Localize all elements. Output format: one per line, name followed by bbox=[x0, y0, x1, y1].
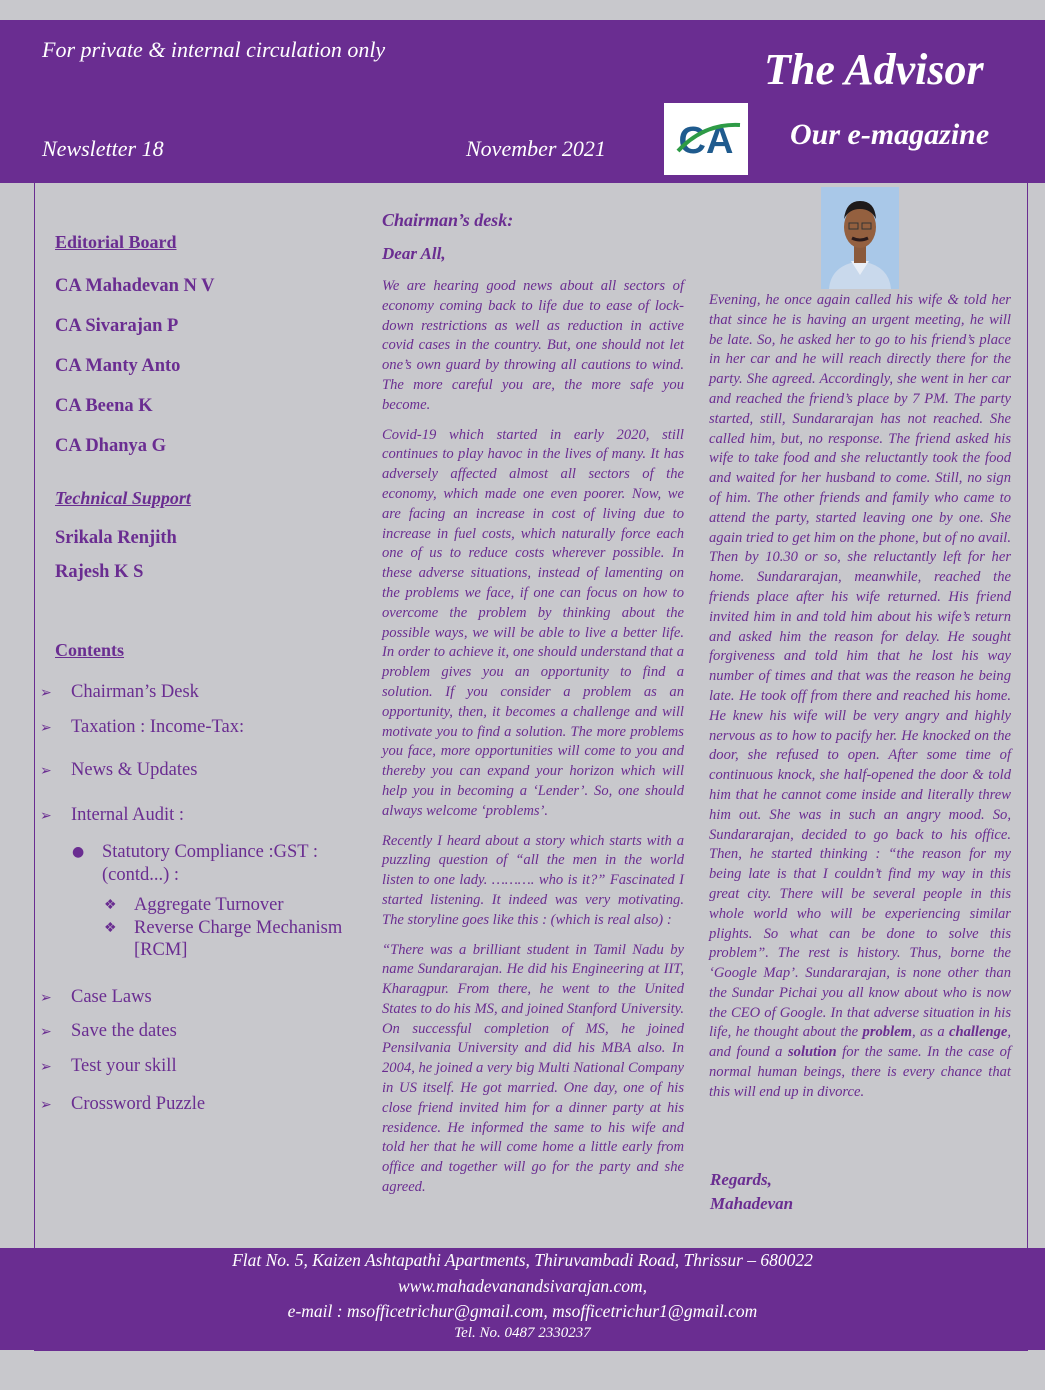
ca-logo bbox=[664, 103, 748, 175]
arrow-bullet-icon: ➢ bbox=[40, 1024, 52, 1040]
contents-heading: Contents bbox=[55, 640, 125, 660]
technical-member: Rajesh K S bbox=[55, 562, 144, 582]
article-paragraph-continued bbox=[709, 291, 1011, 1103]
toc-item-taxation[interactable]: Taxation : Income-Tax: bbox=[71, 717, 245, 737]
article-paragraph: We are hearing good news about all sectors of economy coming back to life due to ease of lock-down restrictions as well as reduction in active covid cases in the country. But, one should not let one’s own guard by throwing all cautions to wind. The more careful you are, the more safe you become. bbox=[382, 278, 684, 413]
footer-banner bbox=[0, 1248, 1045, 1350]
toc-item-rcm[interactable]: Reverse Charge Mechanism bbox=[134, 918, 343, 938]
magazine-title: The Advisor bbox=[764, 45, 984, 94]
arrow-bullet-icon: ➢ bbox=[40, 720, 52, 736]
technical-member: Srikala Renjith bbox=[55, 528, 177, 548]
article-continued-text: Evening, he once again called his wife & told her that since he is having an urgent meeting, he will be late. So, he asked her to go to his friend’s place in her car and he will reach directly there for the party. She agreed. Accordingly, she went in her car and reached the friend’s place by 7 PM. The party started, still, Sundararajan has not reached. She called him, but, no response. The friend asked his wife to take food and she reluctantly took the food and waited for her husband to come. Still, no sign of him. The other friends and family who came to attend the party, started leaving one by one. She again tried to get him on the phone, but of no avail. Then by 10.30 or so, she reluctantly left for her home. Sundararajan, meanwhile, reached the friends place after his wife returned. His friend invited him in and told him about his wife’s return and asked him the reason for delay. He sought forgiveness and told him that he lost his way number of times and that was the reason he being late. He took off from there and reached his home. He knew his wife will be very angry and highly nervous as to how to pacify her. He knocked on the door, she refused to open. After some time of continuous knock, she half-opened the door & told him that he cannot come inside and literally threw him out. She was in such an angry mood. So, Sundararajan, decided to go back to his office. Then, he started thinking : “the reason for my being late is that I couldn’t find my way in this great city. There will be several people in this whole world who will be experiencing similar plights. So what can be done to solve this problem”. The rest is history. Thus, borne the ‘Google Map’. Sundararajan, is none other than the Sundar Pichai you all know about who is now the CEO of Google. In that adverse situation in his life, he thought about the bbox=[709, 292, 1011, 1041]
chairman-photo bbox=[821, 187, 899, 289]
editorial-member: CA Mahadevan N V bbox=[55, 276, 215, 296]
logo-text: CA bbox=[678, 120, 734, 162]
greeting: Dear All, bbox=[382, 244, 446, 263]
article-column-1 bbox=[382, 277, 684, 1208]
emphasis-challenge: challenge bbox=[948, 1024, 1008, 1041]
arrow-bullet-icon: ➢ bbox=[40, 763, 52, 779]
text-fragment: , as a bbox=[911, 1024, 945, 1041]
text-fragment: , and found a bbox=[709, 1024, 1012, 1061]
article-paragraph: Covid-19 which started in early 2020, still continues to play havoc in the lives of many. It has adversely affected almost all sectors of the economy, which made one even poorer. Now, we are facing an increase in cost of living due to increase in fuel costs, which naturally force each one of us to reduce costs wherever possible. In these adverse situations, instead of lamenting on the problems we face, if one can focus on how to overcome the problem by thinking about the possible ways, we will be able to live a better life. In order to achieve it, one should understand that a problem gives you an opportunity to find a solution. If you consider a problem as an opportunity, then, it becomes a challenge and will motivate you to find a solution. The more problems you face, more opportunities will come to you and thereby you can expand your horizon which will help you in becoming a ‘Lender’. So, one should always welcome ‘problems’. bbox=[382, 426, 684, 819]
editorial-member: CA Manty Anto bbox=[55, 356, 181, 376]
editorial-board-heading: Editorial Board bbox=[55, 232, 177, 252]
arrow-bullet-icon: ➢ bbox=[40, 1097, 52, 1113]
magazine-subtitle: Our e-magazine bbox=[790, 118, 990, 151]
dot-bullet-icon: ● bbox=[72, 844, 85, 860]
footer-email[interactable]: e-mail : msofficetrichur@gmail.com, msofficetrichur1@gmail.com bbox=[287, 1301, 758, 1321]
arrow-bullet-icon: ➢ bbox=[40, 808, 52, 824]
article-paragraph: “There was a brilliant student in Tamil Nadu by name Sundararajan. He did his Engineering at IIT, Kharagpur. From there, he went to the United States to do his MS, and joined Stanford University. On successful completion of MS, he joined Pensilvania University and did his MBA also. In 2004, he joined a very big Multi National Company in US itself. He got married. One day, one of his close friend invited him for a dinner party at his residence. He informed the same to his wife and told her that he will come home a little early from office and together will go for the party and she agreed. bbox=[382, 941, 684, 1196]
toc-item-test-skill[interactable]: Test your skill bbox=[71, 1056, 177, 1076]
signature-name: Mahadevan bbox=[710, 1194, 794, 1213]
footer-address: Flat No. 5, Kaizen Ashtapathi Apartments, Thiruvambadi Road, Thrissur – 680022 bbox=[232, 1250, 813, 1270]
technical-support-heading: Technical Support bbox=[55, 488, 191, 508]
toc-item-statutory-contd: (contd...) : bbox=[102, 865, 180, 885]
toc-item-save-dates[interactable]: Save the dates bbox=[71, 1021, 177, 1041]
toc-item-internal-audit[interactable]: Internal Audit : bbox=[71, 805, 185, 825]
newsletter-number: Newsletter 18 bbox=[42, 136, 164, 161]
arrow-bullet-icon: ➢ bbox=[40, 1059, 52, 1075]
header-banner bbox=[0, 20, 1045, 183]
emphasis-problem: problem bbox=[862, 1024, 912, 1041]
diamond-bullet-icon: ❖ bbox=[104, 897, 117, 913]
toc-item-news[interactable]: News & Updates bbox=[71, 760, 198, 780]
toc-item-aggregate-turnover[interactable]: Aggregate Turnover bbox=[134, 895, 284, 915]
footer-website[interactable]: www.mahadevanandsivarajan.com, bbox=[397, 1276, 648, 1296]
regards-text: Regards, bbox=[710, 1170, 772, 1189]
toc-item-rcm-abbrev: [RCM] bbox=[134, 940, 188, 960]
article-paragraph: Recently I heard about a story which starts with a puzzling question of “all the men in the world listen to one lady. ………. who is it?” Fascinated I started listening. It indeed was very motivating. The storyline goes like this : (which is real also) : bbox=[382, 832, 684, 928]
text-fragment: for the same. In the case of normal human beings, there is every chance that this will end up in divorce. bbox=[709, 1044, 1011, 1100]
arrow-bullet-icon: ➢ bbox=[40, 685, 52, 701]
chairman-desk-heading: Chairman’s desk: bbox=[382, 210, 514, 230]
article-column-2 bbox=[709, 291, 1011, 1113]
signoff bbox=[710, 1168, 793, 1216]
toc-item-case-laws[interactable]: Case Laws bbox=[71, 987, 152, 1007]
toc-item-statutory[interactable]: Statutory Compliance :GST : bbox=[102, 842, 318, 862]
emphasis-solution: solution bbox=[787, 1044, 837, 1061]
issue-date: November 2021 bbox=[466, 136, 606, 161]
toc-item-chairman[interactable]: Chairman’s Desk bbox=[71, 682, 199, 702]
editorial-member: CA Beena K bbox=[55, 396, 153, 416]
diamond-bullet-icon: ❖ bbox=[104, 920, 117, 936]
arrow-bullet-icon: ➢ bbox=[40, 990, 52, 1006]
footer-phone: Tel. No. 0487 2330237 bbox=[454, 1325, 591, 1341]
editorial-member: CA Sivarajan P bbox=[55, 316, 179, 336]
toc-item-crossword[interactable]: Crossword Puzzle bbox=[71, 1094, 206, 1114]
circulation-note: For private & internal circulation only bbox=[42, 37, 386, 62]
editorial-member: CA Dhanya G bbox=[55, 436, 167, 456]
